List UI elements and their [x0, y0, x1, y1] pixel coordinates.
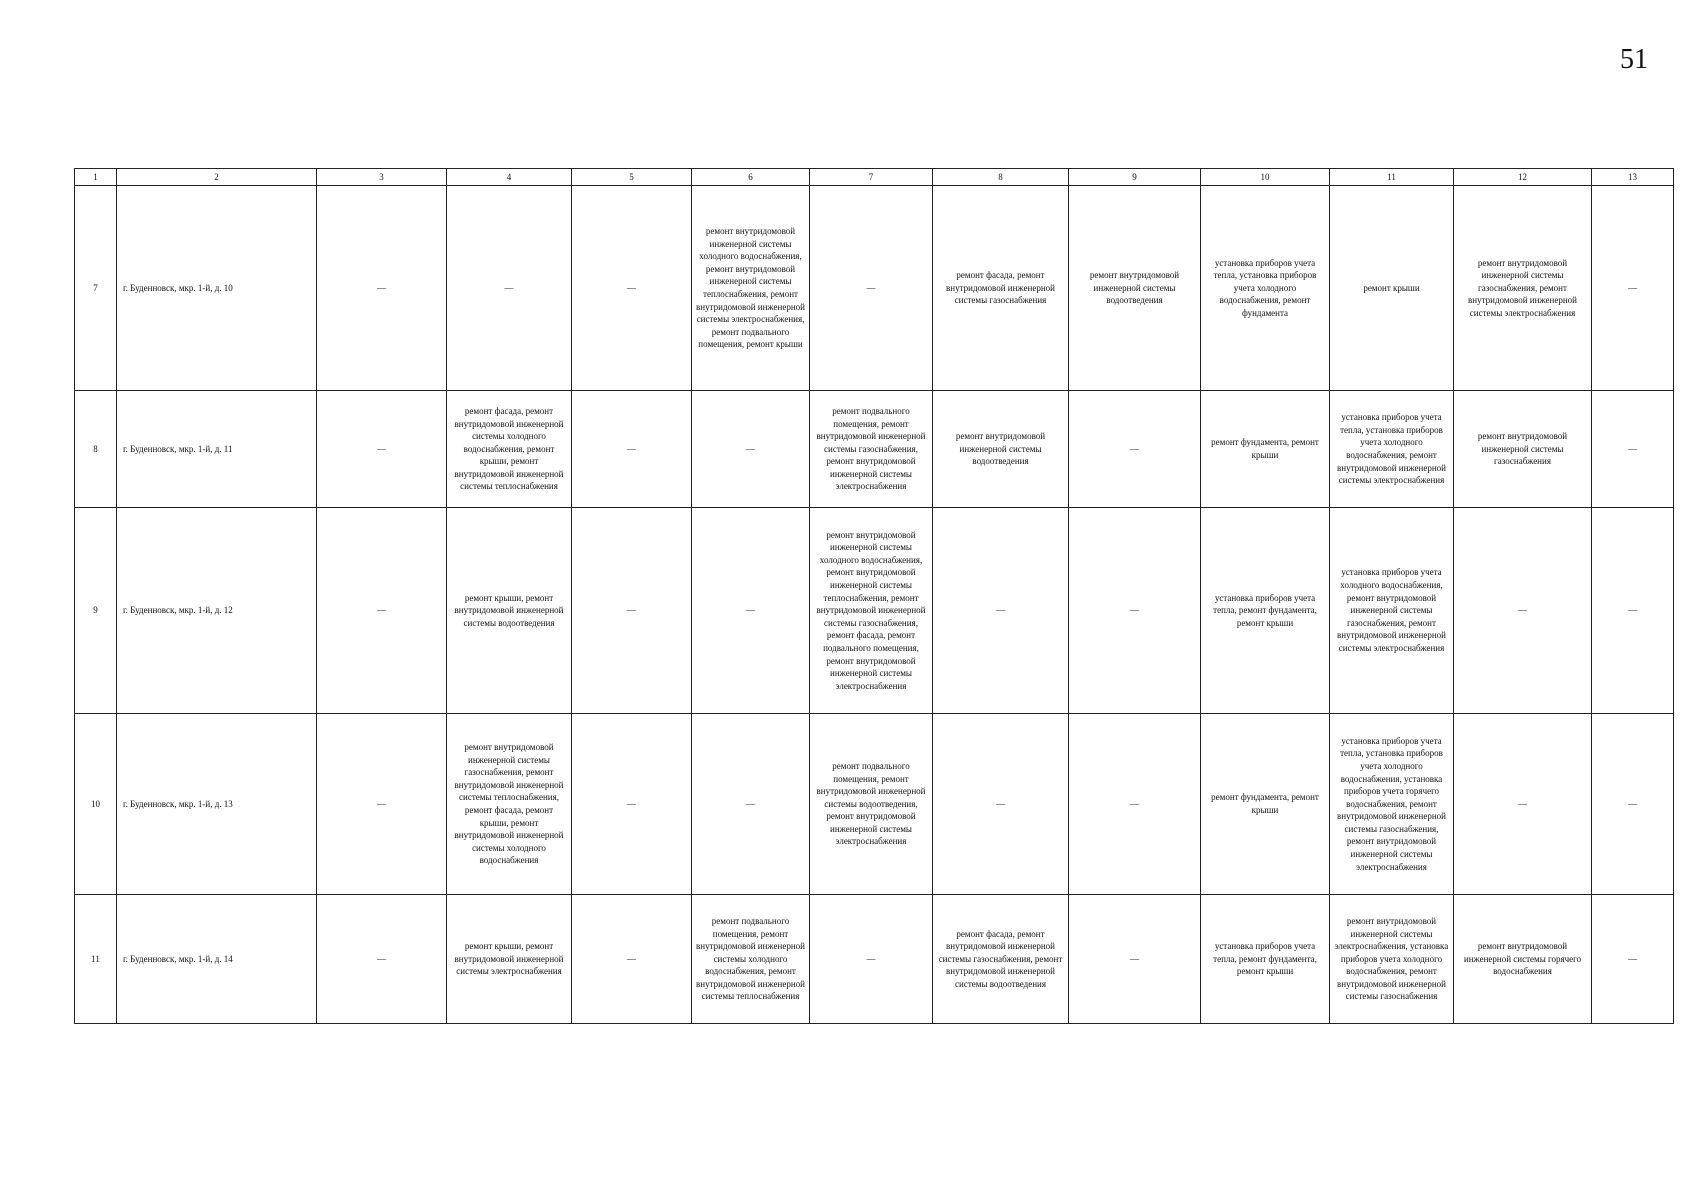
table-cell: —: [572, 895, 692, 1024]
table-cell: ремонт подвального помещения, ремонт внутридомовой инженерной системы холодного водоснабжения, ремонт внутридомовой инженерной системы теплоснабжения: [692, 895, 810, 1024]
table-row: [75, 508, 1674, 714]
table-cell: —: [692, 508, 810, 714]
table-cell: ремонт фундамента, ремонт крыши: [1201, 714, 1330, 895]
table-cell: установка приборов учета тепла, ремонт фундамента, ремонт крыши: [1201, 508, 1330, 714]
table-cell: —: [572, 508, 692, 714]
column-number-row: [75, 169, 1674, 186]
table-cell: —: [1069, 895, 1201, 1024]
column-header: 10: [1201, 169, 1330, 186]
address-cell: г. Буденновск, мкр. 1-й, д. 12: [117, 508, 317, 714]
table-cell: ремонт крыши, ремонт внутридомовой инженерной системы водоотведения: [447, 508, 572, 714]
table-cell: —: [1069, 508, 1201, 714]
page-number: 51: [1620, 44, 1648, 75]
row-number-cell: 9: [75, 508, 117, 714]
address-cell: г. Буденновск, мкр. 1-й, д. 11: [117, 391, 317, 508]
table-cell: —: [1592, 391, 1674, 508]
table-row: [75, 186, 1674, 391]
table-cell: —: [317, 714, 447, 895]
table-cell: ремонт фасада, ремонт внутридомовой инженерной системы холодного водоснабжения, ремонт крыши, ремонт внутридомовой инженерной системы теплоснабжения: [447, 391, 572, 508]
table-cell: —: [1592, 895, 1674, 1024]
table-cell: —: [810, 186, 933, 391]
table-cell: установка приборов учета тепла, установка приборов учета холодного водоснабжения, ремонт внутридомовой инженерной системы электроснабжения: [1330, 391, 1454, 508]
table-cell: ремонт крыши: [1330, 186, 1454, 391]
table-cell: —: [1454, 508, 1592, 714]
address-cell: г. Буденновск, мкр. 1-й, д. 13: [117, 714, 317, 895]
table-row: [75, 391, 1674, 508]
table-cell: ремонт внутридомовой инженерной системы горячего водоснабжения: [1454, 895, 1592, 1024]
table-cell: —: [692, 714, 810, 895]
table-cell: —: [933, 508, 1069, 714]
table-cell: ремонт фасада, ремонт внутридомовой инженерной системы газоснабжения, ремонт внутридомовой инженерной системы водоотведения: [933, 895, 1069, 1024]
address-cell: г. Буденновск, мкр. 1-й, д. 10: [117, 186, 317, 391]
table-cell: ремонт внутридомовой инженерной системы холодного водоснабжения, ремонт внутридомовой инженерной системы теплоснабжения, ремонт внутридомовой инженерной системы газоснабжения, ремонт фасада, ремонт подвального помещения, ремонт внутридомовой инженерной системы электроснабжения: [810, 508, 933, 714]
column-header: 11: [1330, 169, 1454, 186]
column-header: 8: [933, 169, 1069, 186]
table-cell: —: [447, 186, 572, 391]
table-row: [75, 895, 1674, 1024]
table-row: [75, 714, 1674, 895]
table-cell: установка приборов учета тепла, установка приборов учета холодного водоснабжения, ремонт фундамента: [1201, 186, 1330, 391]
column-header: 5: [572, 169, 692, 186]
table-cell: —: [1069, 391, 1201, 508]
table-cell: —: [572, 186, 692, 391]
column-header: 6: [692, 169, 810, 186]
column-header: 7: [810, 169, 933, 186]
table-cell: —: [317, 186, 447, 391]
table-cell: ремонт фундамента, ремонт крыши: [1201, 391, 1330, 508]
table-cell: ремонт крыши, ремонт внутридомовой инженерной системы электроснабжения: [447, 895, 572, 1024]
table-cell: —: [810, 895, 933, 1024]
row-number-cell: 11: [75, 895, 117, 1024]
table-cell: ремонт внутридомовой инженерной системы газоснабжения: [1454, 391, 1592, 508]
table-cell: установка приборов учета тепла, установка приборов учета холодного водоснабжения, установка приборов учета горячего водоснабжения, ремонт внутридомовой инженерной системы газоснабжения, ремонт внутридомовой инженерной системы электроснабжения: [1330, 714, 1454, 895]
table-cell: —: [1592, 508, 1674, 714]
address-cell: г. Буденновск, мкр. 1-й, д. 14: [117, 895, 317, 1024]
table-cell: —: [1592, 714, 1674, 895]
column-header: 1: [75, 169, 117, 186]
table-cell: —: [317, 895, 447, 1024]
table-cell: ремонт подвального помещения, ремонт внутридомовой инженерной системы газоснабжения, ремонт внутридомовой инженерной системы электроснабжения: [810, 391, 933, 508]
table-cell: ремонт внутридомовой инженерной системы холодного водоснабжения, ремонт внутридомовой инженерной системы теплоснабжения, ремонт внутридомовой инженерной системы электроснабжения, ремонт подвального помещения, ремонт крыши: [692, 186, 810, 391]
table-cell: —: [572, 391, 692, 508]
table-cell: —: [1454, 714, 1592, 895]
row-number-cell: 10: [75, 714, 117, 895]
table-cell: —: [1592, 186, 1674, 391]
table-cell: —: [933, 714, 1069, 895]
table-cell: ремонт внутридомовой инженерной системы водоотведения: [933, 391, 1069, 508]
column-header: 3: [317, 169, 447, 186]
table-cell: ремонт внутридомовой инженерной системы электроснабжения, установка приборов учета холодного водоснабжения, ремонт внутридомовой инженерной системы газоснабжения: [1330, 895, 1454, 1024]
table-cell: —: [692, 391, 810, 508]
table-cell: ремонт внутридомовой инженерной системы газоснабжения, ремонт внутридомовой инженерной системы электроснабжения: [1454, 186, 1592, 391]
column-header: 2: [117, 169, 317, 186]
column-header: 12: [1454, 169, 1592, 186]
column-header: 4: [447, 169, 572, 186]
column-header: 9: [1069, 169, 1201, 186]
row-number-cell: 7: [75, 186, 117, 391]
table-cell: установка приборов учета тепла, ремонт фундамента, ремонт крыши: [1201, 895, 1330, 1024]
table-cell: ремонт внутридомовой инженерной системы газоснабжения, ремонт внутридомовой инженерной системы теплоснабжения, ремонт фасада, ремонт крыши, ремонт внутридомовой инженерной системы холодного водоснабжения: [447, 714, 572, 895]
table-cell: —: [317, 391, 447, 508]
row-number-cell: 8: [75, 391, 117, 508]
table-cell: —: [1069, 714, 1201, 895]
repair-plan-table: [74, 168, 1674, 1024]
table-cell: ремонт подвального помещения, ремонт внутридомовой инженерной системы водоотведения, ремонт внутридомовой инженерной системы электроснабжения: [810, 714, 933, 895]
table-cell: ремонт фасада, ремонт внутридомовой инженерной системы газоснабжения: [933, 186, 1069, 391]
column-header: 13: [1592, 169, 1674, 186]
table-cell: ремонт внутридомовой инженерной системы водоотведения: [1069, 186, 1201, 391]
table-cell: установка приборов учета холодного водоснабжения, ремонт внутридомовой инженерной системы газоснабжения, ремонт внутридомовой инженерной системы электроснабжения: [1330, 508, 1454, 714]
table-cell: —: [572, 714, 692, 895]
table-cell: —: [317, 508, 447, 714]
